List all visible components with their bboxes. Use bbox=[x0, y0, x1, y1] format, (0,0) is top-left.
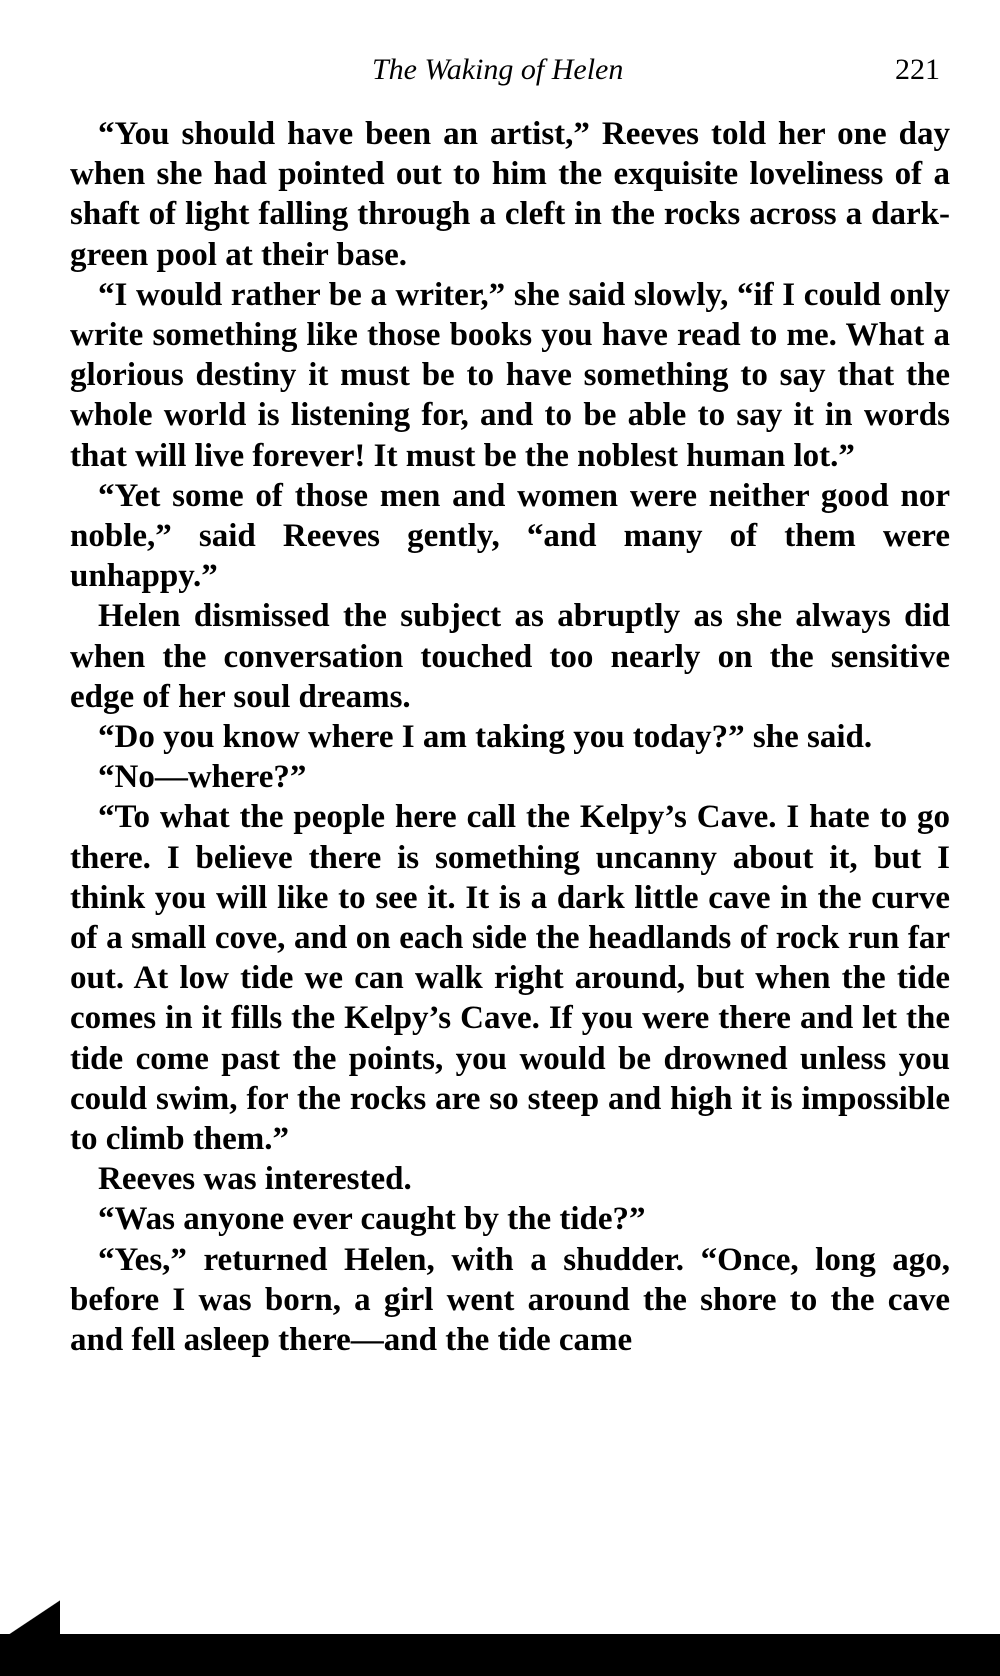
scan-bottom-border bbox=[0, 1634, 1000, 1676]
paragraph: “To what the people here call the Kelpy’s Cave. I hate to go there. I believe there is something uncanny about it, but I think you will like to see it. It is a dark little cave in the curve of a small cove, and on each side the headlands of rock run far out. At low tide we can walk right around, but when the tide comes in it fills the Kelpy’s Cave. If you were there and let the tide come past the points, you would be drowned unless you could swim, for the rocks are so steep and high it is impossible to climb them.” bbox=[70, 799, 950, 1158]
paragraph: “Yes,” returned Helen, with a shudder. “Once, long ago, before I was born, a girl went around the shore to the cave and fell asleep there—and the tide came bbox=[70, 1241, 950, 1359]
paragraph: “Was anyone ever caught by the tide?” bbox=[98, 1201, 646, 1238]
body-text bbox=[70, 114, 950, 1360]
paragraph: Helen dismissed the subject as abruptly as she always did when the conversation touched too nearly on the sensitive edge of her soul dreams. bbox=[70, 598, 950, 715]
page-number: 221 bbox=[895, 53, 940, 86]
paragraph: Reeves was interested. bbox=[98, 1161, 412, 1198]
paragraph: “Yet some of those men and women were neither good nor noble,” said Reeves gently, “and many of them were unhappy.” bbox=[70, 477, 950, 595]
running-title: The Waking of Helen bbox=[372, 53, 624, 86]
running-head bbox=[0, 52, 1000, 92]
paragraph: “You should have been an artist,” Reeves told her one day when she had pointed out to him the exquisite loveliness of a shaft of light falling through a cleft in the rocks across a dark-green pool at their base. bbox=[70, 116, 950, 273]
paragraph: “Do you know where I am taking you today?” she said. bbox=[98, 719, 873, 756]
paragraph: “No—where?” bbox=[98, 759, 307, 796]
paragraph: “I would rather be a writer,” she said slowly, “if I could only write something like those books you have read to me. What a glorious destiny it must be to have something to say that the whole world is listening for, and to be able to say it in words that will live forever! It must be the noblest human lot.” bbox=[70, 276, 950, 474]
